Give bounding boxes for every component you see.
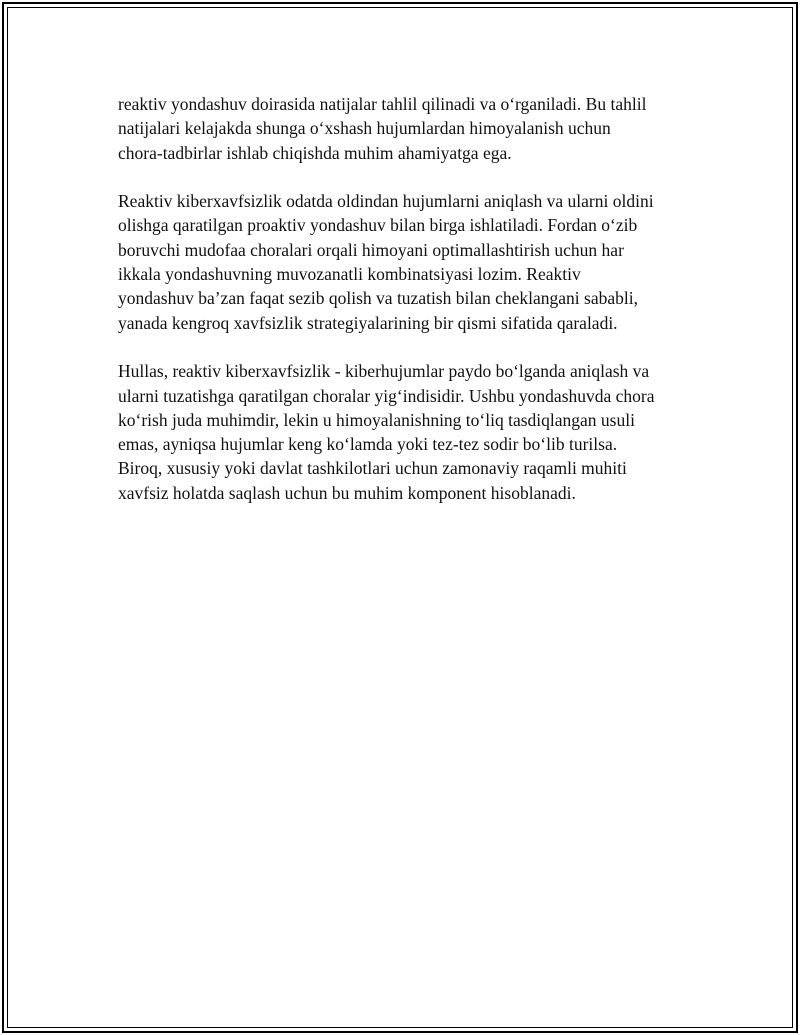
paragraph-1 — [118, 92, 688, 165]
text-line: yanada kengroq xavfsizlik strategiyalarining bir qismi sifatida qaraladi. — [118, 312, 618, 333]
text-line: chora-tadbirlar ishlab chiqishda muhim ahamiyatga ega. — [118, 142, 512, 163]
text-line: yondashuv ba’zan faqat sezib qolish va tuzatish bilan cheklangani sababli, — [118, 288, 638, 309]
text-line: xavfsiz holatda saqlash uchun bu muhim komponent hisoblanadi. — [118, 482, 576, 503]
text-line: ikkala yondashuvning muvozanatli kombinatsiyasi lozim. Reaktiv — [118, 264, 581, 285]
text-line: Reaktiv kiberxavfsizlik odatda oldindan hujumlarni aniqlash va ularni oldini — [118, 191, 654, 212]
text-line: emas, ayniqsa hujumlar keng ko‘lamda yoki tez-tez sodir bo‘lib turilsa. — [118, 434, 618, 455]
text-line: Biroq, xususiy yoki davlat tashkilotlari uchun zamonaviy raqamli muhiti — [118, 458, 627, 479]
paragraph-3 — [118, 359, 688, 505]
paragraph-2 — [118, 189, 688, 335]
text-line: Hullas, reaktiv kiberxavfsizlik - kiberhujumlar paydo bo‘lganda aniqlash va — [118, 361, 650, 382]
text-line: ularni tuzatishga qaratilgan choralar yig‘indisidir. Ushbu yondashuvda chora — [118, 385, 655, 406]
text-line: boruvchi mudofaa choralari orqali himoyani optimallashtirish uchun har — [118, 239, 624, 260]
text-line: olishga qaratilgan proaktiv yondashuv bilan birga ishlatiladi. Fordan o‘zib — [118, 215, 638, 236]
text-line: reaktiv yondashuv doirasida natijalar tahlil qilinadi va o‘rganiladi. Bu tahlil — [118, 94, 647, 114]
document-body — [118, 92, 688, 529]
text-line: ko‘rish juda muhimdir, lekin u himoyalanishning to‘liq tasdiqlangan usuli — [118, 409, 635, 430]
text-line: natijalari kelajakda shunga o‘xshash hujumlardan himoyalanish uchun — [118, 118, 611, 139]
